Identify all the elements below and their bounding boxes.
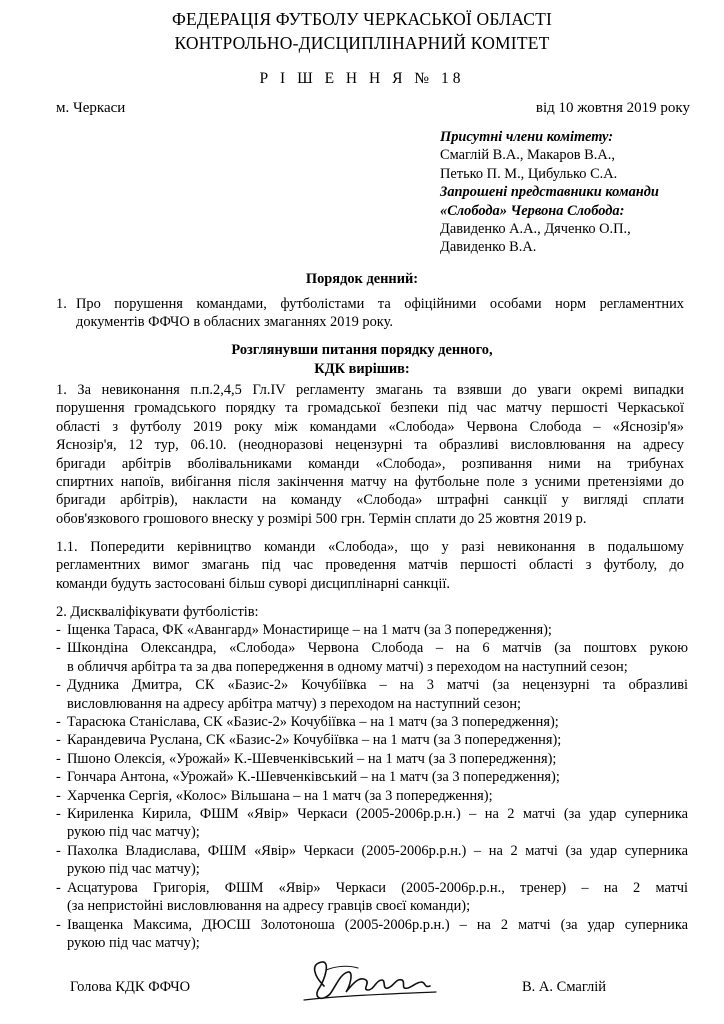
invited-representatives-line: Давиденко В.А.: [440, 239, 537, 256]
list-dash: -: [56, 750, 61, 767]
disqualification-text: Харченка Сергія, «Колос» Вільшана – на 1 матч (за 3 попередження);: [67, 787, 493, 804]
resolution-line: команди будуть застосовані більш суворі дисциплінарні санкції.: [56, 575, 450, 592]
present-members-line: Смаглій В.А., Макаров В.А.,: [440, 147, 615, 164]
resolution-line: регламентних вимог змагань під час проведення матчів першості області з футболу, до: [56, 557, 684, 574]
decided-line: КДК вирішив:: [314, 360, 410, 377]
disqualification-text: Пахолка Владислава, ФШМ «Явір» Черкаси (2005-2006р.р.н.) – на 2 матчі (за удар суперника: [67, 842, 688, 859]
resolution-line: 1. За невиконання п.п.2,4,5 Гл.IV регламенту змагань та взявши до уваги окремі випадки: [56, 382, 684, 398]
resolution-line: обов'язкового грошового внеску у розмірі 500 грн. Термін сплати до 25 жовтня 2019 р.: [56, 510, 587, 527]
disqualification-text: Іващенка Максима, ДЮСШ Золотоноша (2005-2006р.р.н.) – на 2 матчі (за удар суперника: [67, 916, 688, 933]
decision-title: Р І Ш Е Н Н Я № 18: [259, 70, 465, 87]
invited-representatives-heading: «Слобода» Червона Слобода:: [440, 202, 625, 219]
disqualification-text: Пшоно Олексія, «Урожай» К.-Шевченківський – на 1 матч (за 3 попередження);: [67, 750, 557, 767]
disqualification-list: [56, 621, 688, 952]
list-dash: -: [56, 787, 61, 804]
disqualification-item: [56, 731, 688, 749]
disqualification-heading: 2. Дискваліфікувати футболістів:: [56, 604, 259, 620]
resolution-line: порушення громадського порядку та громадської безпеки під час матчу першості Черкаської: [56, 400, 684, 417]
disqualification-text: висловлювання на адресу арбітра матчу) з переходом на наступний сезон;: [67, 695, 522, 712]
resolution-line: бригади арбітрів вболівальниками команди «Слобода», розпивання ними на трибунах: [56, 455, 684, 472]
list-dash: -: [56, 640, 61, 657]
list-dash: -: [56, 769, 61, 786]
disqualification-text: рукою під час матчу);: [67, 934, 200, 951]
present-members-line: Петько П. М., Цибулько С.А.: [440, 165, 618, 182]
agenda-item-text: Про порушення командами, футболістами та офіційними особами норм регламентних: [76, 296, 684, 312]
list-dash: -: [56, 622, 61, 638]
signatory-role: Голова КДК ФФЧО: [70, 979, 191, 995]
disqualification-item: [56, 916, 688, 953]
disqualification-item: [56, 805, 688, 842]
list-dash: -: [56, 879, 61, 896]
invited-representatives-line: Давиденко А.А., Дяченко О.П.,: [440, 220, 631, 237]
disqualification-text: Карандевича Руслана, СК «Базис-2» Кочубіївка – на 1 матч (за 3 попередження);: [67, 732, 562, 749]
list-dash: -: [56, 732, 61, 749]
federation-title: ФЕДЕРАЦІЯ ФУТБОЛУ ЧЕРКАСЬКОЇ ОБЛАСТІ: [172, 9, 552, 29]
resolution-line: спиртних напоїв, вибігання після закінчення матчу на футбольне поле з усними претензіями до: [56, 474, 684, 491]
disqualification-text: Дудника Дмитра, СК «Базис-2» Кочубіївка – на 3 матчі (за нецензурні та образливі: [67, 677, 688, 694]
attendees-block: [440, 128, 659, 257]
resolution-line: 1.1. Попередити керівництво команди «Слобода», що у разі невиконання в подальшому: [56, 539, 684, 555]
resolution-line: області з футболу 2019 року між командами «Слобода» Червона Слобода – «Яснозір'я»: [56, 418, 684, 435]
disqualification-item: [56, 713, 688, 731]
list-dash: -: [56, 677, 61, 694]
list-dash: -: [56, 916, 61, 933]
signature-image: [296, 956, 446, 1010]
disqualification-item: [56, 639, 688, 676]
disqualification-item: [56, 676, 688, 713]
disqualification-text: Іщенка Тараса, ФК «Авангард» Монастирище – на 1 матч (за 3 попередження);: [67, 622, 552, 638]
disqualification-text: Асцатурова Григорія, ФШМ «Явір» Черкаси (2005-2006р.р.н., тренер) – на 2 матчі: [67, 879, 688, 896]
list-dash: -: [56, 806, 61, 823]
considered-heading: [0, 341, 724, 378]
agenda-item-text: документів ФФЧО в обласних змаганнях 2019 року.: [76, 314, 393, 331]
committee-title: КОНТРОЛЬНО-ДИСЦИПЛІНАРНИЙ КОМІТЕТ: [174, 33, 550, 53]
invited-representatives-heading: Запрошені представники команди: [440, 184, 659, 201]
disqualification-item: [56, 621, 688, 639]
disqualification-item: [56, 768, 688, 786]
disqualification-text: (за непристойні висловлювання на адресу гравців своєї команди);: [67, 898, 471, 915]
disqualification-text: рукою під час матчу);: [67, 861, 200, 878]
disqualification-item: [56, 842, 688, 879]
disqualification-text: Кириленка Кирила, ФШМ «Явір» Черкаси (2005-2006р.р.н.) – на 2 матчі (за удар суперника: [67, 806, 688, 823]
disqualification-text: рукою під час матчу);: [67, 824, 200, 841]
city: м. Черкаси: [56, 100, 126, 116]
agenda-title: Порядок денний:: [305, 271, 419, 287]
list-dash: -: [56, 842, 61, 859]
disqualification-text: в обличчя арбітра та за два попередження в одному матчі) з переходом на наступний сезон;: [67, 658, 628, 675]
resolution-paragraph-1: [56, 381, 684, 528]
resolution-paragraph-1-1: [56, 538, 684, 593]
agenda-item-number: 1.: [56, 296, 67, 312]
list-dash: -: [56, 714, 61, 731]
disqualification-text: Гончара Антона, «Урожай» К.-Шевченківський – на 1 матч (за 3 попередження);: [67, 769, 560, 786]
resolution-line: Яснозір'я, 12 тур, 06.10. (неодноразові нецензурні та образливі висловлювання на адресу: [56, 437, 684, 454]
signatory-name: В. А. Смаглій: [522, 979, 607, 995]
resolution-line: бригади арбітрів), накласти на команду «Слобода» штрафні санкції у вигляді сплати: [56, 492, 684, 509]
decision-date: від 10 жовтня 2019 року: [535, 100, 690, 116]
disqualification-text: Шкондіна Олександра, «Слобода» Червона Слобода – на 6 матчів (за поштовх рукою: [67, 640, 688, 657]
disqualification-text: Тарасюка Станіслава, СК «Базис-2» Кочубіївка – на 1 матч (за 3 попередження);: [67, 714, 559, 731]
present-members-heading: Присутні члени комітету:: [440, 129, 614, 145]
disqualification-item: [56, 787, 688, 805]
agenda-item: [56, 295, 684, 332]
considered-line: Розглянувши питання порядку денного,: [231, 342, 493, 358]
disqualification-item: [56, 879, 688, 916]
disqualification-item: [56, 750, 688, 768]
